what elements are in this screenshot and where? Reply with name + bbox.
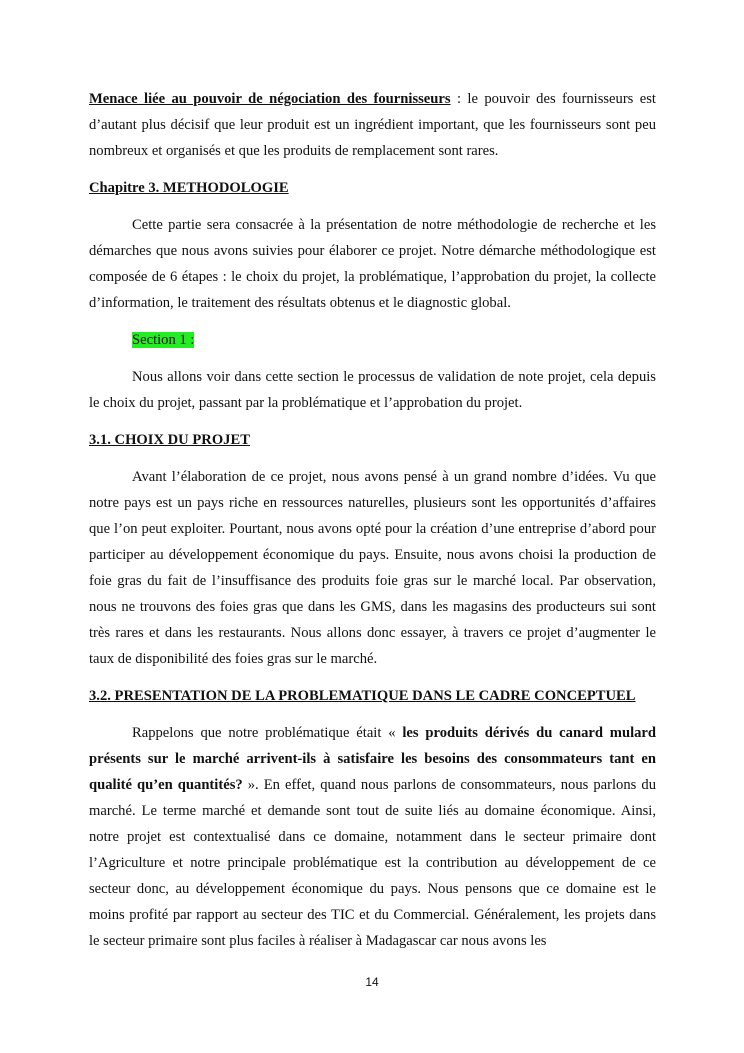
chapter-title: Chapitre 3. METHODOLOGIE [89, 180, 289, 196]
section-3-1-title: 3.1. CHOIX DU PROJET [89, 432, 250, 448]
problematique-question: les produits dérivés du canard mulard présents sur le marché arrivent-ils à satisfaire les besoins des consommateurs tant en qualité qu’en quantités? [89, 725, 657, 793]
document-page [89, 86, 656, 965]
problematique-intro: Rappelons que notre problématique était « [132, 725, 403, 741]
chapter-paragraph: Cette partie sera consacrée à la présentation de notre méthodologie de recherche et les démarches que nous avons suivies pour élaborer ce projet. Notre démarche méthodologique est composée de 6 étapes : le choix du projet, la problématique, l’approbation du projet, la collecte d’information, le traitement des résultats obtenus et le diagnostic global. [89, 217, 656, 311]
section-3-1-paragraph: Avant l’élaboration de ce projet, nous avons pensé à un grand nombre d’idées. Vu que notre pays est un pays riche en ressources naturelles, plusieurs sont les opportunités d’affaires que l’on peut exploiter. Pourtant, nous avons opté pour la création d’une entreprise d’abord pour participer au développement économique du pays. Ensuite, nous avons choisi la production de foie gras du fait de l’insuffisance des produits foie gras sur le marché local. Par observation, nous ne trouvons des foies gras que dans les GMS, dans les magasins des producteurs sui sont très rares et dans les restaurants. Nous allons donc essayer, à travers ce projet d’augmenter le taux de disponibilité des foies gras sur le marché. [89, 469, 656, 667]
section-paragraph: Nous allons voir dans cette section le processus de validation de note projet, cela depuis le choix du projet, passant par la problématique et l’approbation du projet. [89, 369, 656, 411]
page-number: 14 [365, 975, 379, 989]
problematique-body: ». En effet, quand nous parlons de consommateurs, nous parlons du marché. Le terme marché et demande sont tout de suite liés au domaine économique. Ainsi, notre projet est contextualisé dans ce domaine, notamment dans le secteur primaire dont l’Agriculture et notre principale problématique est la contribution au développement de ce secteur donc, au développement économique du pays. Nous pensons que ce domaine est le moins profité par rapport au secteur des TIC et du Commercial. Généralement, les projets dans le secteur primaire sont plus faciles à réaliser à Madagascar car nous avons les [89, 777, 656, 949]
section-label-highlight: Section 1 : [132, 332, 195, 348]
section-3-2-paragraph [89, 720, 656, 954]
intro-text: : le pouvoir des fournisseurs est d’autant plus décisif que leur produit est un ingrédient important, que les fournisseurs sont peu nombreux et organisés et que les produits de remplacement sont rares. [89, 91, 656, 159]
section-label [132, 327, 656, 353]
section-3-2-title: 3.2. PRESENTATION DE LA PROBLEMATIQUE DANS LE CADRE CONCEPTUEL [89, 688, 636, 704]
intro-paragraph [89, 86, 656, 164]
intro-lead: Menace liée au pouvoir de négociation des fournisseurs [89, 91, 451, 107]
